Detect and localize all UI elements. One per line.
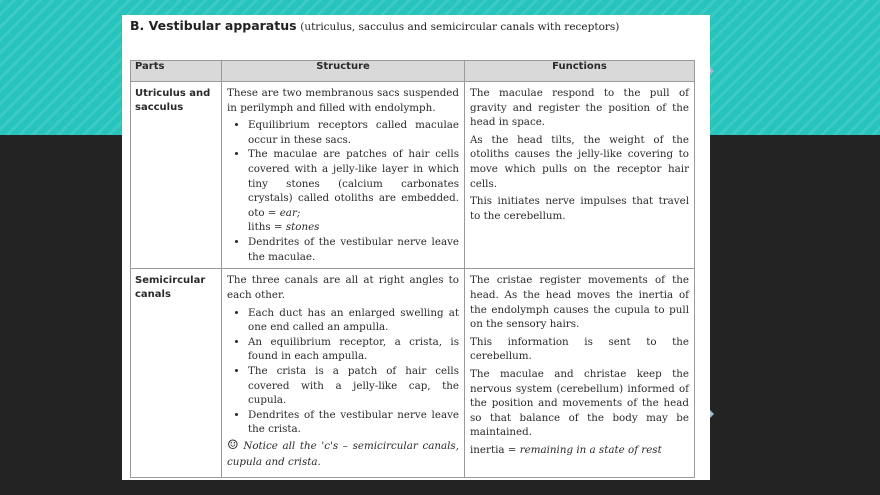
functions-cell [465,82,695,269]
list-item: • An equilibrium receptor, a crista, is found in each ampulla. [248,335,459,364]
inertia-meaning: remaining in a state of rest [519,444,662,457]
structure-intro: The three canals are all at right angles to each other. [227,274,459,301]
liths-meaning: stones [285,221,320,234]
oto-meaning: ear; [279,206,301,219]
function-paragraph: This information is sent to the cerebellum. [470,335,689,363]
structure-list [227,118,459,264]
function-paragraph: The cristae register movements of the head. As the head moves the inertia of the endolymph causes the cupula to pull on the sensory hairs. [470,274,689,331]
list-item [248,147,459,235]
list-item: • Each duct has an enlarged swelling at one end called an ampulla. [248,306,459,335]
part-utriculus-sacculus: Utriculus and sacculus [131,82,222,269]
document-page [122,15,710,480]
header-structure: Structure [222,61,465,82]
structure-list [227,306,459,437]
table-row [131,82,695,269]
function-paragraph: This initiates nerve impulses that travel to the cerebellum. [470,195,689,222]
structure-cell [222,82,465,269]
section-subtitle: (utriculus, sacculus and semicircular canals with receptors) [300,21,620,33]
table-row [131,269,695,478]
function-paragraph: As the head tilts, the weight of the otoliths causes the jelly-like covering to move which pulls on the receptor hair cells. [470,133,689,190]
function-paragraph: The maculae respond to the pull of gravity and register the position of the head in space. [470,87,689,129]
part-semicircular-canals: Semicircular canals [131,269,222,478]
structure-cell [222,269,465,478]
header-parts: Parts [131,61,222,82]
note-text: Notice all the 'c's – semicircular canals, cupula and crista. [227,440,459,469]
section-title: B. Vestibular apparatus [130,18,297,33]
smiley-icon: ☺ [227,438,239,454]
vestibular-table [130,60,695,478]
inertia-term: inertia = [470,444,520,457]
header-functions: Functions [465,61,695,82]
list-item: • Dendrites of the vestibular nerve leave the maculae. [248,235,459,264]
list-item: • Equilibrium receptors called maculae occur in these sacs. [248,118,459,147]
list-item: • Dendrites of the vestibular nerve leave the crista. [248,408,459,437]
mnemonic-note [227,437,459,470]
section-heading [130,18,619,33]
structure-intro: These are two membranous sacs suspended in perilymph and filled with endolymph. [227,87,459,114]
function-paragraph: The maculae and christae keep the nervous system (cerebellum) informed of the position and movements of the head so that balance of the body may be maintained. [470,367,689,439]
functions-cell [465,269,695,478]
list-item: • The crista is a patch of hair cells covered with a jelly-like cap, the cupula. [248,364,459,408]
inertia-definition [470,443,689,458]
table-header-row [131,61,695,82]
list-item-text: The maculae are patches of hair cells covered with a jelly-like layer in which tiny stones (calcium carbonates crystals) called otoliths are embedded. oto = [248,148,459,219]
liths-term: liths = [248,221,286,234]
